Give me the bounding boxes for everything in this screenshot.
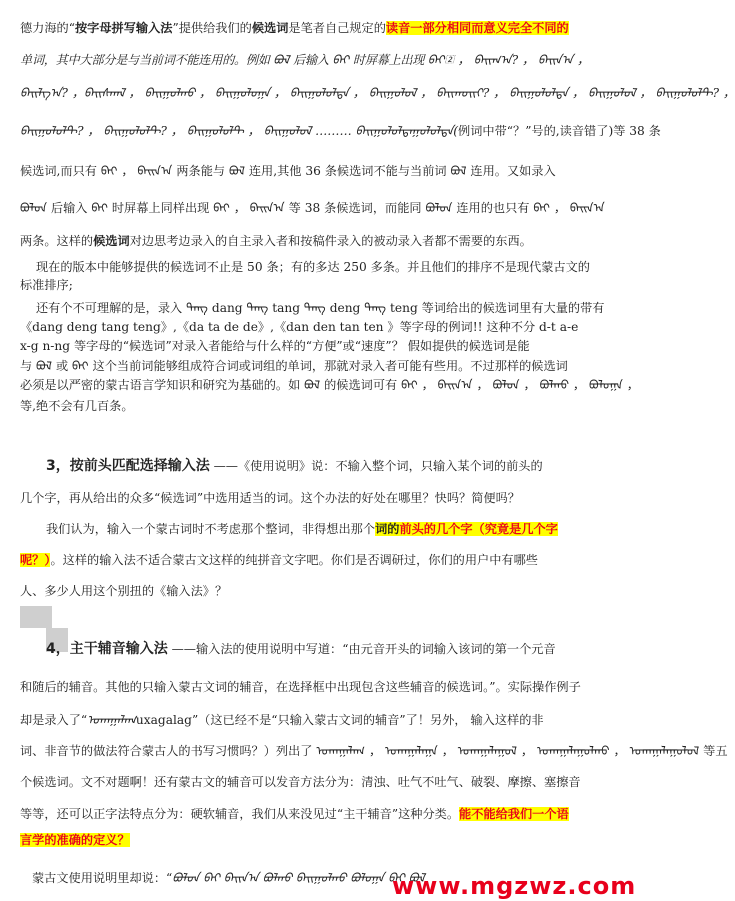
p1-line-3: ᠪᠠᠢᠯᠭ᠎ᠠ? ，ᠪᠠᠢᠰᠭᠠᠯ ， ᠪᠠᠢᠭᠤᠯᠬᠤ ， ᠪᠠᠢᠭᠤᠯᠤᠭᠠ ， ᠪᠠᠢᠭᠤᠯᠤᠯᠲᠠ ， ᠪᠠᠢᠭᠤᠯᠤᠯ ， ᠪᠠᠢᠬᠤᠢᠢ? ， ᠪᠠᠢᠭᠤᠯᠤᠯᠲᠠ ， ᠪᠠᠢᠭᠤᠯᠤᠯ ， ᠪᠠᠢᠭᠤᠯᠤᠯᠲ? ，: [20, 86, 735, 100]
p2-line-6: 与 ᠪᠣᠯ 或 ᠪᠠᠢ 这个当前词能够组成符合词或词组的单词，那就对录入者可能有些用。不过那样的候选词: [20, 359, 568, 373]
section-3-line-1: 3，按前头匹配选择输入法 ——《使用说明》说：不输入整个词，只输入某个词的前头的: [46, 458, 543, 474]
p1-line-2: 单词，其中大部分是与当前词不能连用的。例如 ᠪᠣᠯ 后输入 ᠪᠠᠢ 时屏幕上出现 ᠪᠠᠢ᠌ ， ᠪᠠᠢᠭ᠎ᠠ? ， ᠪᠠᠢᠨ᠎ᠠ ，: [20, 53, 590, 67]
section-3-heading: 3，按前头匹配选择输入法: [46, 458, 210, 474]
watermark: www.mgzwz.com: [392, 872, 637, 900]
section-3-line-3: 我们认为，输入一个蒙古词时不考虑那个整词，非得想出那个词的前头的几个字（究竟是几个字: [46, 522, 558, 536]
p2-line-3: 还有个不可理解的是，录入 ᠳᠠᠩ dang ᠲᠠᠩ tang ᠳᠡᠩ deng ᠲᠡᠩ teng 等词给出的候选词里有大量的带有: [36, 301, 605, 315]
p2-line-5: x-g n-ng 等字母的“候选词”对录入者能给与什么样的“方便”或“速度”？ 假如提供的候选词是能: [20, 339, 530, 353]
section-4-line-2: 和随后的辅音。其他的只输入蒙古文词的辅音，在选择框中出现包含这些辅音的候选词。”。实际操作例子: [20, 680, 581, 694]
section-4-line-3: 却是录入了“ᠤᠬᠠᠭᠠᠯᠠᠭuxagalag”（这已经不是“只输入蒙古文词的辅音”了！另外， 输入这样的非: [20, 713, 544, 727]
p2-line-8: 等,绝不会有几百条。: [20, 399, 134, 413]
p2-line-4: 《dang deng tang teng》,《da ta de de》,《dan den tan ten 》等字母的例词!! 这种不分 d-t a-e: [20, 320, 579, 334]
section-4-line-8: 蒙古文使用说明里却说：“ᠪᠣᠯᠤᠨ ᠪᠠᠢ ᠪᠠᠢᠨ᠎ᠠ ᠪᠣᠯᠬᠤ ᠪᠠᠢᠭᠤᠯᠬᠤ ᠪᠣᠯᠤᠭᠠ ᠪᠠᠢ ᠪᠣᠯ: [32, 871, 425, 885]
p1-line-5: 候选词,而只有 ᠪᠠᠢ ， ᠪᠠᠢᠨ᠎ᠠ 两条能与 ᠪᠣᠯ 连用,其他 36 条候选词不能与当前词 ᠪᠣᠯ 连用。又如录入: [20, 164, 556, 178]
section-4-line-1: 4，主干辅音输入法 ——输入法的使用说明中写道：“由元音开头的词输入该词的第一个元音: [46, 641, 556, 657]
p1-line-4: ᠪᠠᠢᠭᠤᠯᠤᠯᠲ? ， ᠪᠠᠢᠭᠤᠯᠤᠯᠲ? ， ᠪᠠᠢᠭᠤᠯᠤᠯᠲ ， ᠪᠠᠢᠭᠤᠯᠤᠯ ……… ᠪᠠᠢᠭᠤᠯᠤᠯᠲᠠᠭᠤᠯᠤᠯᠲᠠ(例词中带“？”号的,读音错了)等 38 条: [20, 124, 661, 138]
p1-line-7: 两条。这样的候选词对边思考边录入的自主录入者和按稿件录入的被动录入者都不需要的东西。: [20, 234, 532, 248]
section-4-line-4: 词、非音节的做法符合蒙古人的书写习惯吗？）列出了 ᠤᠬᠠᠭᠠᠯᠠᠭ ， ᠤᠬᠠᠭᠠᠯᠠᠭᠠ ， ᠤᠬᠠᠭᠠᠯᠠᠭᠤᠯ ， ᠤᠬᠠᠭᠠᠯᠠᠭᠤᠯᠬᠤ ， ᠤᠬᠠᠭᠠᠯᠠᠭᠤᠯᠤᠯ 等五: [20, 744, 728, 758]
p2-line-2: 标准排序;: [20, 278, 73, 292]
section-3-line-5: 人、多少人用这个别扭的《输入法》？: [20, 584, 228, 598]
section-4-line-7: 言学的准确的定义？: [20, 833, 130, 847]
p1-line-6: ᠪᠣᠯᠤᠨ 后输入 ᠪᠠᠢ 时屏幕上同样出现 ᠪᠠᠢ ， ᠪᠠᠢᠨ᠎ᠠ 等 38 条候选词，而能同 ᠪᠣᠯᠤᠨ 连用的也只有 ᠪᠠᠢ ， ᠪᠠᠢᠨ᠎ᠠ: [20, 201, 605, 215]
p2-line-7: 必须是以严密的蒙古语言学知识和研究为基础的。如 ᠪᠣᠯ 的候选词可有 ᠪᠠᠢ ， ᠪᠠᠢᠨ᠎ᠠ ， ᠪᠣᠯᠤᠨ ， ᠪᠣᠯᠬᠤ ， ᠪᠣᠯᠤᠭᠠ ，: [20, 378, 639, 392]
p2-line-1: 现在的版本中能够提供的候选词不止是 50 条；有的多达 250 多条。并且他们的排序不是现代蒙古文的: [36, 260, 590, 274]
section-4-heading: 4，主干辅音输入法: [46, 641, 168, 657]
p1-line-1: 德力海的“按字母拼写输入法”提供给我们的候选词是笔者自己规定的读音一部分相同而意义完全不同的: [20, 21, 569, 35]
section-3-line-2: 几个字，再从给出的众多“候选词”中选用适当的词。这个办法的好处在哪里？快吗？简便吗？: [20, 491, 520, 505]
section-4-line-6: 等等，还可以正字法特点分为：硬软辅音，我们从来没见过“主干辅音”这种分类。能不能给我们一个语: [20, 807, 569, 821]
grey-block: [20, 606, 52, 628]
section-4-line-5: 个候选词。文不对题啊！还有蒙古文的辅音可以发音方法分为：清浊、吐气不吐气、破裂、摩擦、塞擦音: [20, 775, 581, 789]
highlight-note: 读音一部分相同而意义完全不同的: [385, 21, 569, 35]
section-3-line-4: 呢？）。这样的输入法不适合蒙古文这样的纯拼音文字吧。你们是否调研过，你们的用户中有哪些: [20, 553, 538, 567]
